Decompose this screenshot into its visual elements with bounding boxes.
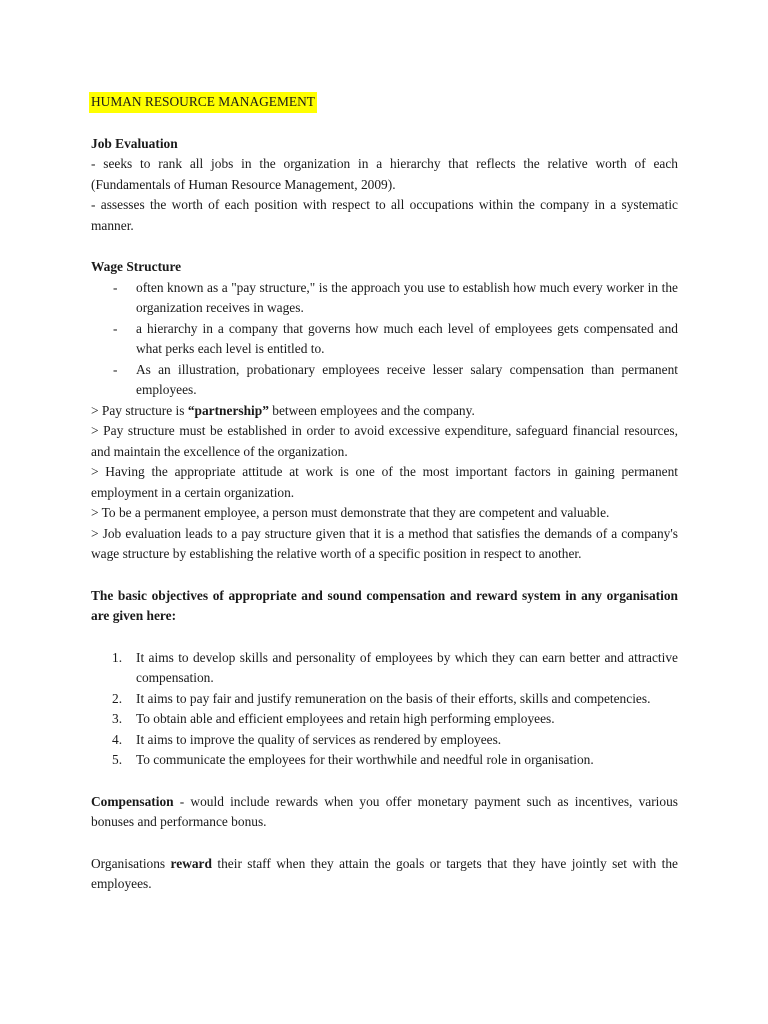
list-item: 2. It aims to pay fair and justify remuneration on the basis of their efforts, skills and competencies. bbox=[91, 689, 678, 710]
dash-marker: - bbox=[113, 361, 118, 377]
list-number: 4. bbox=[112, 731, 123, 747]
list-item: - As an illustration, probationary employees receive lesser salary compensation than permanent employees. bbox=[113, 361, 678, 397]
dash-marker: - bbox=[113, 320, 118, 336]
wage-structure-heading: Wage Structure bbox=[91, 259, 182, 274]
wage-point: > Job evaluation leads to a pay structure given that it is a method that satisfies the demands of a company's wage structure by establishing the relative worth of a specific position in respect to another. bbox=[91, 525, 678, 561]
job-evaluation-line: - assesses the worth of each position with respect to all occupations within the company in a systematic manner. bbox=[91, 197, 678, 233]
wage-point: > Pay structure must be established in order to avoid excessive expenditure, safeguard financial resources, and maintain the excellence of the organization. bbox=[91, 423, 678, 459]
wage-structure-section bbox=[91, 257, 678, 565]
dash-marker: - bbox=[113, 279, 118, 295]
job-evaluation-section bbox=[91, 134, 678, 237]
list-item: 1. It aims to develop skills and personality of employees by which they can earn better and attractive compensation. bbox=[112, 649, 678, 685]
list-number: 1. bbox=[112, 649, 123, 665]
list-item: - often known as a "pay structure," is the approach you use to establish how much every worker in the organization receives in wages. bbox=[113, 279, 678, 315]
partnership-line: > Pay structure is “partnership” between employees and the company. bbox=[91, 402, 475, 418]
reward-paragraph: Organisations reward their staff when they attain the goals or targets that they have jointly set with the employees. bbox=[91, 855, 678, 891]
list-item: - a hierarchy in a company that governs how much each level of employees gets compensated and what perks each level is entitled to. bbox=[113, 320, 678, 356]
job-evaluation-line: - seeks to rank all jobs in the organization in a hierarchy that reflects the relative worth of each (Fundamentals of Human Resource Management, 2009). bbox=[91, 156, 678, 192]
document-title: HUMAN RESOURCE MANAGEMENT bbox=[89, 92, 317, 113]
objectives-heading: The basic objectives of appropriate and sound compensation and reward system in any organisation are given here: bbox=[91, 587, 678, 623]
list-number: 5. bbox=[112, 752, 123, 767]
list-item: 4. It aims to improve the quality of services as rendered by employees. bbox=[91, 730, 678, 751]
list-number: 2. bbox=[112, 690, 123, 706]
compensation-paragraph: Compensation - would include rewards when you offer monetary payment such as incentives, various bonuses and performance bonus. bbox=[91, 793, 678, 829]
list-number: 3. bbox=[112, 711, 123, 726]
wage-structure-list bbox=[91, 278, 678, 401]
list-item: 5. To communicate the employees for their worthwhile and needful role in organisation. bbox=[91, 750, 678, 771]
list-item: 3. To obtain able and efficient employees and retain high performing employees. bbox=[91, 709, 678, 730]
objectives-list bbox=[91, 648, 678, 771]
wage-point: > To be a permanent employee, a person must demonstrate that they are competent and valuable. bbox=[91, 505, 610, 520]
objectives-section bbox=[91, 586, 678, 771]
job-evaluation-heading: Job Evaluation bbox=[91, 135, 178, 151]
wage-point: > Having the appropriate attitude at work is one of the most important factors in gaining permanent employment in a certain organization. bbox=[91, 464, 678, 500]
